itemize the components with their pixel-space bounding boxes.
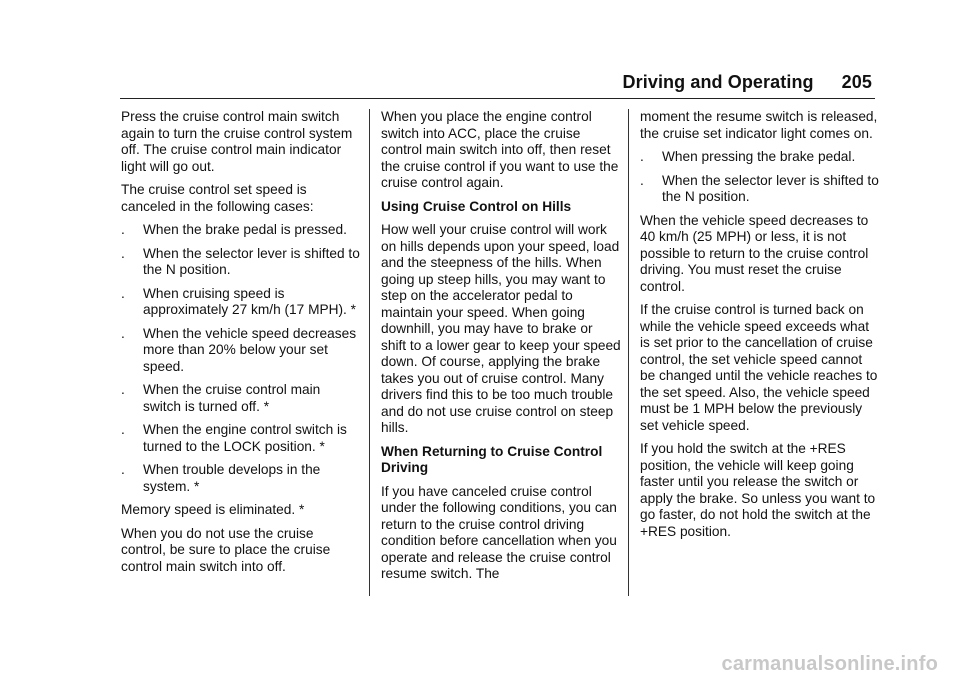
- list-item: [121, 326, 361, 376]
- bullet-mark: .: [121, 462, 125, 477]
- header-rule: [120, 98, 875, 99]
- column-divider: [369, 109, 370, 596]
- paragraph: When the vehicle speed decreases to 40 km/h (25 MPH) or less, it is not possible to return to the cruise control driving. You must reset the cruise control.: [640, 212, 869, 294]
- bullet-mark: .: [640, 172, 644, 188]
- subheading: When Returning to Cruise Control Driving: [381, 443, 603, 475]
- paragraph: If the cruise control is turned back on while the vehicle speed exceeds what is set prior to the cancellation of cruise control, the set vehicle speed cannot be changed until the vehicle reaches to the set speed. Also, the vehicle speed must be 1 MPH below the previously set vehicle speed.: [640, 302, 878, 433]
- list-item-text: When the engine control switch is turned to the LOCK position. *: [143, 422, 347, 454]
- paragraph: The cruise control set speed is canceled in the following cases:: [121, 182, 314, 214]
- bullet-mark: .: [121, 325, 125, 341]
- list-item-text: When the selector lever is shifted to the N position.: [143, 245, 360, 277]
- bullet-mark: .: [121, 222, 125, 237]
- bullet-mark: .: [121, 245, 125, 261]
- list-item-text: When the brake pedal is pressed.: [143, 222, 347, 237]
- list-item-text: When the cruise control main switch is turned off. *: [143, 382, 321, 414]
- bullet-mark: .: [121, 285, 125, 301]
- watermark-text: carmanualsonline.info: [721, 653, 938, 675]
- list-item: [640, 173, 880, 206]
- paragraph: Memory speed is eliminated. *: [121, 502, 305, 517]
- paragraph: When you do not use the cruise control, be sure to place the cruise control main switch into off.: [121, 525, 331, 574]
- list-item: [121, 422, 361, 455]
- section-title: Driving and Operating: [622, 72, 814, 92]
- paragraph: Press the cruise control main switch again to turn the cruise control system off. The cruise control main indicator light will go out.: [121, 109, 353, 174]
- bullet-mark: .: [121, 382, 125, 397]
- list-item-text: When trouble develops in the system. *: [143, 462, 321, 494]
- list-item: [121, 382, 361, 415]
- paragraph: How well your cruise control will work on hills depends upon your speed, load and the steepness of the hills. When going up steep hills, you may want to step on the accelerator pedal to maintain your speed. When going downhill, you may have to brake or shift to a lower gear to keep your speed down. Of course, applying the brake takes you out of cruise control. Many drivers find this to be too much trouble and do not use cruise control on steep hills.: [381, 222, 621, 435]
- bullet-mark: .: [121, 422, 125, 437]
- list-item: [121, 286, 361, 319]
- paragraph: If you have canceled cruise control under the following conditions, you can return to the cruise control driving condition before cancellation when you operate and release the cruise control resume switch. The: [381, 483, 617, 581]
- paragraph: moment the resume switch is released, the cruise set indicator light comes on.: [640, 109, 878, 141]
- column-2: [381, 109, 621, 590]
- list-item-text: When cruising speed is approximately 27 km/h (17 MPH). *: [143, 285, 356, 317]
- list-item: [121, 462, 361, 495]
- page-number: 205: [841, 72, 872, 92]
- list-item: [121, 246, 361, 279]
- list-item: [640, 149, 880, 166]
- subheading: Using Cruise Control on Hills: [381, 198, 572, 214]
- column-divider: [628, 109, 629, 596]
- column-3: [640, 109, 880, 547]
- list-item: [121, 222, 361, 239]
- paragraph: When you place the engine control switch into ACC, place the cruise control main switch into off, then reset the cruise control if you want to use the cruise control again.: [381, 109, 619, 190]
- paragraph: If you hold the switch at the +RES position, the vehicle will keep going faster until you release the switch or apply the brake. So unless you want to go faster, do not hold the switch at the +RES position.: [640, 441, 876, 539]
- column-1: [121, 109, 361, 582]
- bullet-mark: .: [640, 149, 644, 164]
- list-item-text: When pressing the brake pedal.: [662, 149, 856, 164]
- list-item-text: When the selector lever is shifted to the N position.: [662, 172, 879, 204]
- page-header: [623, 72, 872, 93]
- list-item-text: When the vehicle speed decreases more than 20% below your set speed.: [143, 325, 357, 374]
